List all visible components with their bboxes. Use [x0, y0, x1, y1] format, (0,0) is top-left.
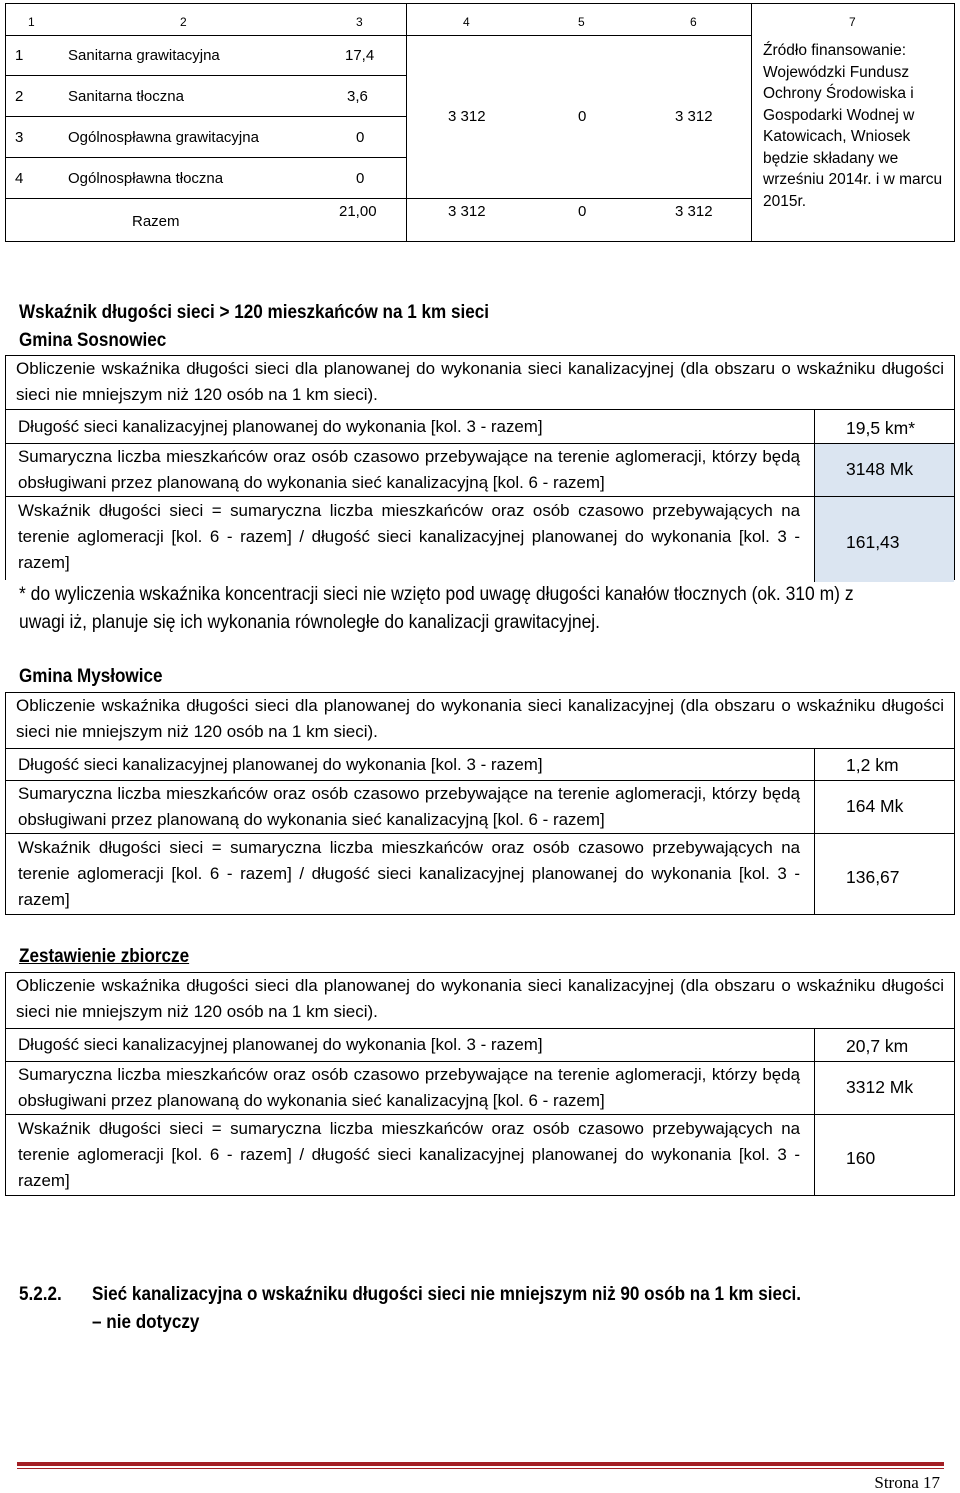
col-header-5: 5 — [578, 15, 585, 29]
sosnowiec-footnote: * do wyliczenia wskaźnika koncentracji sieci nie wzięto pod uwagę długości kanałów tłocznych (ok. 310 m) z uwagi iż, planuje się ich wykonania równoległe do kanalizacji grawitacyjnej. — [19, 584, 854, 633]
myslowice-residents-label: Sumaryczna liczba mieszkańców oraz osób czasowo przebywające na terenie aglomeracji, którzy będą obsługiwani przez planowaną do wykonania sieć kanalizacyjną [kol. 6 - razem] — [17, 784, 801, 829]
table-cell-lp: 3 — [15, 129, 24, 146]
col-header-4: 4 — [463, 15, 470, 29]
financing-note: Źródło finansowanie: Wojewódzki Fundusz Ochrony Środowiska i Gospodarki Wodnej w Katowicach, Wniosek będzie składany we wrześniu 2014r. i w marcu 2015r. — [763, 42, 943, 210]
summary-residents-label: Sumaryczna liczba mieszkańców oraz osób czasowo przebywające na terenie aglomeracji, którzy będą obsługiwani przez planowaną do wykonania sieć kanalizacyjną [kol. 6 - razem] — [17, 1065, 801, 1110]
table-cell-lp: 4 — [15, 170, 24, 187]
table-cell-col6: 3 312 — [675, 108, 713, 125]
table-cell-length: 3,6 — [347, 88, 368, 105]
total-col6: 3 312 — [675, 203, 713, 220]
myslowice-index-value: 136,67 — [846, 867, 900, 887]
financing-table — [5, 3, 955, 242]
myslowice-title: Gmina Mysłowice — [19, 666, 163, 687]
table-cell-col5: 0 — [578, 108, 587, 125]
summary-table — [5, 972, 955, 1196]
summary-length-value: 20,7 km — [846, 1036, 909, 1056]
sosnowiec-length-value: 19,5 km* — [846, 418, 916, 438]
subsection-number: 5.2.2. — [19, 1284, 62, 1305]
table-cell-length: 0 — [356, 170, 365, 187]
col-header-1: 1 — [28, 15, 35, 29]
col-header-3: 3 — [356, 15, 363, 29]
sosnowiec-index-value: 161,43 — [846, 532, 900, 552]
sosnowiec-residents-value: 3148 Mk — [846, 459, 914, 479]
total-label: Razem — [132, 213, 180, 230]
myslowice-length-value: 1,2 km — [846, 755, 899, 775]
table-cell-length: 17,4 — [345, 47, 375, 64]
sosnowiec-length-label: Długość sieci kanalizacyjnej planowanej do wykonania [kol. 3 - razem] — [17, 417, 543, 436]
footer-rule — [17, 1462, 944, 1466]
total-col4: 3 312 — [448, 203, 486, 220]
myslowice-residents-value: 164 Mk — [846, 796, 904, 816]
summary-residents-value: 3312 Mk — [846, 1077, 914, 1097]
summary-index-value: 160 — [846, 1148, 876, 1168]
summary-intro: Obliczenie wskaźnika długości sieci dla planowanej do wykonania sieci kanalizacyjnej (dla obszaru o wskaźniku długości sieci nie mniejszym niż 120 osób na 1 km sieci). — [16, 976, 944, 1021]
myslowice-index-label: Wskaźnik długości sieci = sumaryczna liczba mieszkańców oraz osób czasowo przebywających na terenie aglomeracji [kol. 6 - razem] / długość sieci kanalizacyjnej planowanej do wykonania [kol. 3 - razem] — [17, 838, 801, 909]
total-length: 21,00 — [339, 203, 377, 220]
sosnowiec-table — [5, 355, 955, 580]
table-cell-name: Sanitarna tłoczna — [68, 88, 184, 105]
table-cell-name: Sanitarna grawitacyjna — [68, 47, 220, 64]
subsection-suffix: – nie dotyczy — [92, 1312, 200, 1333]
sosnowiec-residents-label: Sumaryczna liczba mieszkańców oraz osób czasowo przebywające na terenie aglomeracji, którzy będą obsługiwani przez planowaną do wykonania sieć kanalizacyjną [kol. 6 - razem] — [17, 447, 801, 492]
footer-rule-thin — [17, 1468, 944, 1469]
summary-index-label: Wskaźnik długości sieci = sumaryczna liczba mieszkańców oraz osób czasowo przebywających na terenie aglomeracji [kol. 6 - razem] / długość sieci kanalizacyjnej planowanej do wykonania [kol. 3 - razem] — [17, 1119, 801, 1190]
table-cell-name: Ogólnospławna grawitacyjna — [68, 129, 259, 146]
summary-length-label: Długość sieci kanalizacyjnej planowanej do wykonania [kol. 3 - razem] — [17, 1035, 543, 1054]
myslowice-length-label: Długość sieci kanalizacyjnej planowanej do wykonania [kol. 3 - razem] — [17, 755, 543, 774]
table-cell-lp: 1 — [15, 47, 24, 64]
sosnowiec-title: Gmina Sosnowiec — [19, 330, 167, 351]
section-heading: Wskaźnik długości sieci > 120 mieszkańców na 1 km sieci — [19, 302, 490, 323]
col-header-2: 2 — [180, 15, 187, 29]
col-header-7: 7 — [849, 15, 856, 29]
col-header-6: 6 — [690, 15, 697, 29]
table-cell-col4: 3 312 — [448, 108, 486, 125]
sosnowiec-index-label: Wskaźnik długości sieci = sumaryczna liczba mieszkańców oraz osób czasowo przebywających na terenie aglomeracji [kol. 6 - razem] / długość sieci kanalizacyjnej planowanej do wykonania [kol. 3 - razem] — [17, 501, 801, 572]
sosnowiec-intro: Obliczenie wskaźnika długości sieci dla planowanej do wykonania sieci kanalizacyjnej (dla obszaru o wskaźniku długości sieci nie mniejszym niż 120 osób na 1 km sieci). — [16, 359, 944, 404]
total-col5: 0 — [578, 203, 587, 220]
table-cell-length: 0 — [356, 129, 365, 146]
subsection-title: Sieć kanalizacyjna o wskaźniku długości sieci nie mniejszym niż 90 osób na 1 km sieci. — [92, 1284, 802, 1305]
myslowice-table — [5, 692, 955, 915]
page-number: Strona 17 — [874, 1473, 940, 1492]
table-cell-lp: 2 — [15, 88, 24, 105]
myslowice-intro: Obliczenie wskaźnika długości sieci dla planowanej do wykonania sieci kanalizacyjnej (dla obszaru o wskaźniku długości sieci nie mniejszym niż 120 osób na 1 km sieci). — [16, 696, 944, 741]
summary-title: Zestawienie zbiorcze — [19, 946, 190, 967]
table-cell-name: Ogólnospławna tłoczna — [68, 170, 224, 187]
